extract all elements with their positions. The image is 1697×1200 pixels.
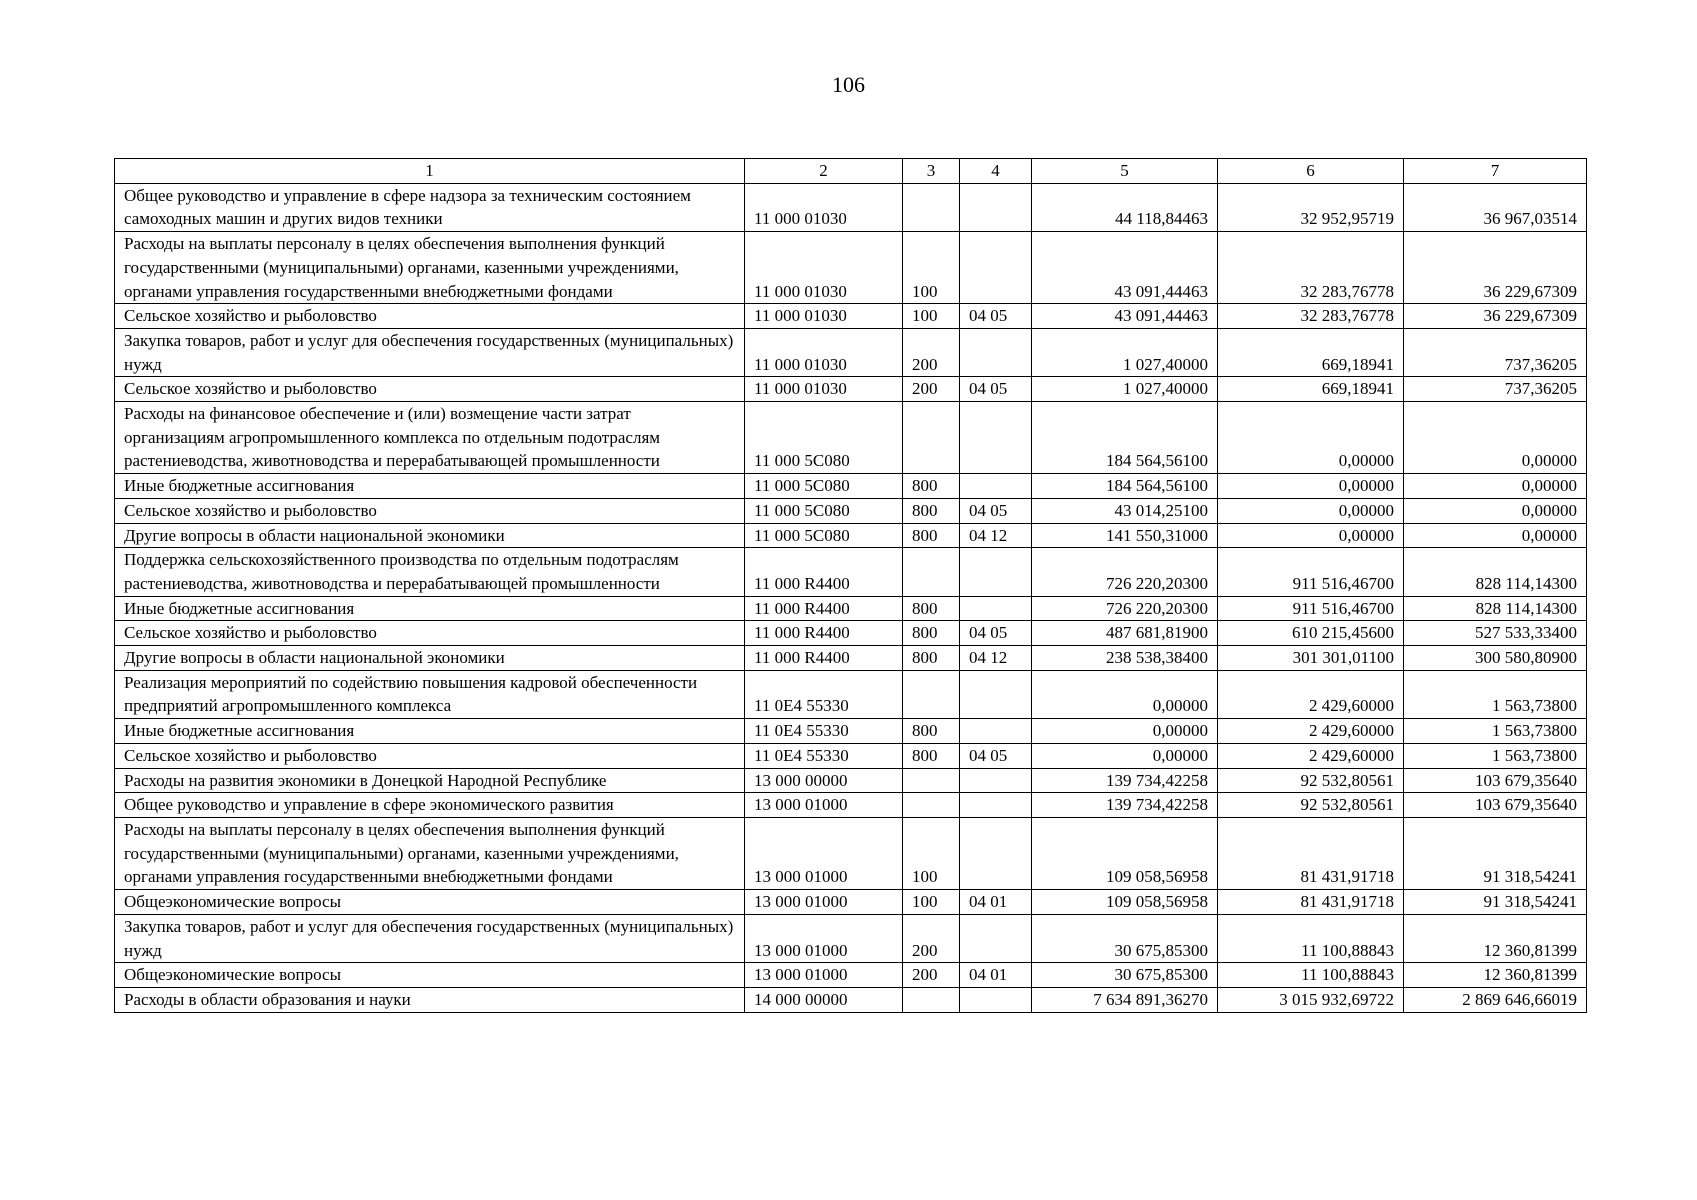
table-row [115,743,1587,768]
row-description: Другие вопросы в области национальной экономики [115,523,745,548]
amount-col-7: 737,36205 [1404,328,1587,376]
row-description: Общее руководство и управление в сфере надзора за техническим состоянием самоходных машин и других видов техники [115,183,745,231]
amount-col-5: 0,00000 [1032,670,1218,718]
amount-col-6: 669,18941 [1218,377,1404,402]
amount-col-7: 12 360,81399 [1404,914,1587,962]
header-cell-2: 2 [745,159,903,184]
table-row [115,548,1587,596]
target-article-code: 11 000 01030 [745,183,903,231]
amount-col-7: 103 679,35640 [1404,793,1587,818]
amount-col-5: 141 550,31000 [1032,523,1218,548]
table-row [115,402,1587,474]
row-description: Поддержка сельскохозяйственного производства по отдельным подотраслям растениеводства, животноводства и перерабатывающей промышленности [115,548,745,596]
expense-type-code: 200 [903,377,960,402]
row-description: Расходы в области образования и науки [115,987,745,1012]
header-row [115,159,1587,184]
row-description: Сельское хозяйство и рыболовство [115,743,745,768]
section-subsection-code [960,719,1032,744]
table-row [115,498,1587,523]
section-subsection-code: 04 05 [960,621,1032,646]
amount-col-7: 737,36205 [1404,377,1587,402]
expense-type-code [903,183,960,231]
header-cell-6: 6 [1218,159,1404,184]
amount-col-5: 0,00000 [1032,719,1218,744]
amount-col-6: 911 516,46700 [1218,548,1404,596]
table-row [115,474,1587,499]
target-article-code: 11 000 5С080 [745,523,903,548]
section-subsection-code [960,670,1032,718]
amount-col-6: 32 283,76778 [1218,304,1404,329]
target-article-code: 11 000 5С080 [745,498,903,523]
expense-type-code: 100 [903,304,960,329]
target-article-code: 13 000 01000 [745,914,903,962]
amount-col-5: 1 027,40000 [1032,377,1218,402]
section-subsection-code [960,328,1032,376]
section-subsection-code [960,914,1032,962]
expense-type-code [903,402,960,474]
header-cell-1: 1 [115,159,745,184]
amount-col-5: 238 538,38400 [1032,646,1218,671]
amount-col-6: 2 429,60000 [1218,670,1404,718]
amount-col-6: 3 015 932,69722 [1218,987,1404,1012]
table-row [115,768,1587,793]
row-description: Закупка товаров, работ и услуг для обеспечения государственных (муниципальных) нужд [115,914,745,962]
row-description: Расходы на выплаты персоналу в целях обеспечения выполнения функций государственными (муниципальными) органами, казенными учреждениями, органами управления государственными внебюджетными фондами [115,232,745,304]
amount-col-7: 103 679,35640 [1404,768,1587,793]
section-subsection-code [960,987,1032,1012]
amount-col-6: 81 431,91718 [1218,817,1404,889]
target-article-code: 11 0Е4 55330 [745,719,903,744]
table-row [115,963,1587,988]
table-row [115,817,1587,889]
amount-col-5: 184 564,56100 [1032,402,1218,474]
expense-type-code: 100 [903,890,960,915]
expense-type-code [903,768,960,793]
section-subsection-code [960,768,1032,793]
table-row [115,183,1587,231]
amount-col-7: 91 318,54241 [1404,817,1587,889]
row-description: Расходы на финансовое обеспечение и (или) возмещение части затрат организациям агропромышленного комплекса по отдельным подотраслям растениеводства, животноводства и перерабатывающей промышленности [115,402,745,474]
table-row [115,987,1587,1012]
table-row [115,890,1587,915]
amount-col-7: 527 533,33400 [1404,621,1587,646]
table-row [115,523,1587,548]
table-row [115,670,1587,718]
row-description: Сельское хозяйство и рыболовство [115,377,745,402]
target-article-code: 14 000 00000 [745,987,903,1012]
amount-col-6: 0,00000 [1218,474,1404,499]
expense-type-code: 800 [903,646,960,671]
expense-type-code [903,548,960,596]
header-cell-7: 7 [1404,159,1587,184]
amount-col-5: 43 091,44463 [1032,304,1218,329]
amount-col-6: 2 429,60000 [1218,719,1404,744]
target-article-code: 11 000 5С080 [745,474,903,499]
amount-col-7: 36 967,03514 [1404,183,1587,231]
amount-col-6: 0,00000 [1218,498,1404,523]
amount-col-7: 36 229,67309 [1404,304,1587,329]
amount-col-6: 0,00000 [1218,523,1404,548]
amount-col-7: 36 229,67309 [1404,232,1587,304]
page-number: 106 [832,72,865,97]
expense-type-code: 100 [903,817,960,889]
amount-col-6: 92 532,80561 [1218,768,1404,793]
amount-col-6: 610 215,45600 [1218,621,1404,646]
amount-col-6: 0,00000 [1218,402,1404,474]
amount-col-6: 81 431,91718 [1218,890,1404,915]
expense-type-code: 800 [903,523,960,548]
amount-col-5: 109 058,56958 [1032,817,1218,889]
table-row [115,621,1587,646]
amount-col-5: 30 675,85300 [1032,914,1218,962]
target-article-code: 13 000 00000 [745,768,903,793]
row-description: Сельское хозяйство и рыболовство [115,621,745,646]
expense-type-code: 200 [903,328,960,376]
target-article-code: 13 000 01000 [745,963,903,988]
target-article-code: 11 000 R4400 [745,548,903,596]
section-subsection-code [960,474,1032,499]
amount-col-6: 32 952,95719 [1218,183,1404,231]
section-subsection-code [960,232,1032,304]
amount-col-5: 139 734,42258 [1032,768,1218,793]
table-body [115,183,1587,1012]
amount-col-6: 11 100,88843 [1218,963,1404,988]
section-subsection-code [960,596,1032,621]
amount-col-6: 669,18941 [1218,328,1404,376]
amount-col-7: 91 318,54241 [1404,890,1587,915]
amount-col-7: 1 563,73800 [1404,670,1587,718]
amount-col-7: 12 360,81399 [1404,963,1587,988]
expense-type-code: 100 [903,232,960,304]
table-row [115,304,1587,329]
amount-col-7: 0,00000 [1404,523,1587,548]
amount-col-7: 0,00000 [1404,474,1587,499]
target-article-code: 13 000 01000 [745,793,903,818]
amount-col-7: 828 114,14300 [1404,596,1587,621]
amount-col-7: 0,00000 [1404,498,1587,523]
row-description: Общее руководство и управление в сфере экономического развития [115,793,745,818]
amount-col-6: 32 283,76778 [1218,232,1404,304]
target-article-code: 13 000 01000 [745,817,903,889]
section-subsection-code: 04 05 [960,498,1032,523]
table-row [115,596,1587,621]
table-row [115,232,1587,304]
table-row [115,377,1587,402]
row-description: Расходы на развития экономики в Донецкой Народной Республике [115,768,745,793]
section-subsection-code: 04 05 [960,304,1032,329]
expense-type-code: 200 [903,963,960,988]
target-article-code: 11 0Е4 55330 [745,743,903,768]
section-subsection-code: 04 12 [960,523,1032,548]
amount-col-5: 184 564,56100 [1032,474,1218,499]
row-description: Сельское хозяйство и рыболовство [115,498,745,523]
amount-col-5: 30 675,85300 [1032,963,1218,988]
row-description: Другие вопросы в области национальной экономики [115,646,745,671]
row-description: Общеэкономические вопросы [115,890,745,915]
row-description: Реализация мероприятий по содействию повышения кадровой обеспеченности предприятий агропромышленного комплекса [115,670,745,718]
amount-col-7: 1 563,73800 [1404,743,1587,768]
amount-col-5: 0,00000 [1032,743,1218,768]
amount-col-5: 726 220,20300 [1032,548,1218,596]
expense-type-code: 800 [903,621,960,646]
amount-col-5: 726 220,20300 [1032,596,1218,621]
section-subsection-code: 04 12 [960,646,1032,671]
header-cell-4: 4 [960,159,1032,184]
row-description: Расходы на выплаты персоналу в целях обеспечения выполнения функций государственными (муниципальными) органами, казенными учреждениями, органами управления государственными внебюджетными фондами [115,817,745,889]
expense-type-code: 800 [903,498,960,523]
row-description: Иные бюджетные ассигнования [115,596,745,621]
table-row [115,719,1587,744]
target-article-code: 11 000 5С080 [745,402,903,474]
section-subsection-code [960,402,1032,474]
table-row [115,914,1587,962]
expense-type-code: 200 [903,914,960,962]
section-subsection-code: 04 05 [960,743,1032,768]
expense-type-code [903,987,960,1012]
table-row [115,646,1587,671]
target-article-code: 11 000 01030 [745,328,903,376]
target-article-code: 11 0Е4 55330 [745,670,903,718]
amount-col-7: 828 114,14300 [1404,548,1587,596]
section-subsection-code: 04 01 [960,963,1032,988]
row-description: Закупка товаров, работ и услуг для обеспечения государственных (муниципальных) нужд [115,328,745,376]
expense-type-code: 800 [903,596,960,621]
header-cell-3: 3 [903,159,960,184]
amount-col-5: 487 681,81900 [1032,621,1218,646]
header-cell-5: 5 [1032,159,1218,184]
expense-type-code: 800 [903,743,960,768]
amount-col-6: 92 532,80561 [1218,793,1404,818]
expense-type-code [903,793,960,818]
expense-type-code [903,670,960,718]
target-article-code: 11 000 01030 [745,377,903,402]
budget-table [114,158,1587,1013]
amount-col-5: 7 634 891,36270 [1032,987,1218,1012]
section-subsection-code [960,793,1032,818]
amount-col-5: 139 734,42258 [1032,793,1218,818]
amount-col-6: 301 301,01100 [1218,646,1404,671]
expense-type-code: 800 [903,474,960,499]
row-description: Общеэкономические вопросы [115,963,745,988]
section-subsection-code: 04 05 [960,377,1032,402]
amount-col-5: 1 027,40000 [1032,328,1218,376]
amount-col-7: 0,00000 [1404,402,1587,474]
section-subsection-code [960,548,1032,596]
amount-col-5: 43 091,44463 [1032,232,1218,304]
target-article-code: 11 000 R4400 [745,646,903,671]
amount-col-5: 43 014,25100 [1032,498,1218,523]
section-subsection-code [960,183,1032,231]
expense-type-code: 800 [903,719,960,744]
amount-col-5: 44 118,84463 [1032,183,1218,231]
row-description: Иные бюджетные ассигнования [115,474,745,499]
amount-col-7: 1 563,73800 [1404,719,1587,744]
amount-col-7: 300 580,80900 [1404,646,1587,671]
table-row [115,328,1587,376]
section-subsection-code: 04 01 [960,890,1032,915]
section-subsection-code [960,817,1032,889]
amount-col-5: 109 058,56958 [1032,890,1218,915]
amount-col-7: 2 869 646,66019 [1404,987,1587,1012]
target-article-code: 11 000 01030 [745,304,903,329]
amount-col-6: 911 516,46700 [1218,596,1404,621]
amount-col-6: 2 429,60000 [1218,743,1404,768]
target-article-code: 13 000 01000 [745,890,903,915]
row-description: Сельское хозяйство и рыболовство [115,304,745,329]
target-article-code: 11 000 R4400 [745,596,903,621]
table-row [115,793,1587,818]
row-description: Иные бюджетные ассигнования [115,719,745,744]
target-article-code: 11 000 01030 [745,232,903,304]
target-article-code: 11 000 R4400 [745,621,903,646]
amount-col-6: 11 100,88843 [1218,914,1404,962]
